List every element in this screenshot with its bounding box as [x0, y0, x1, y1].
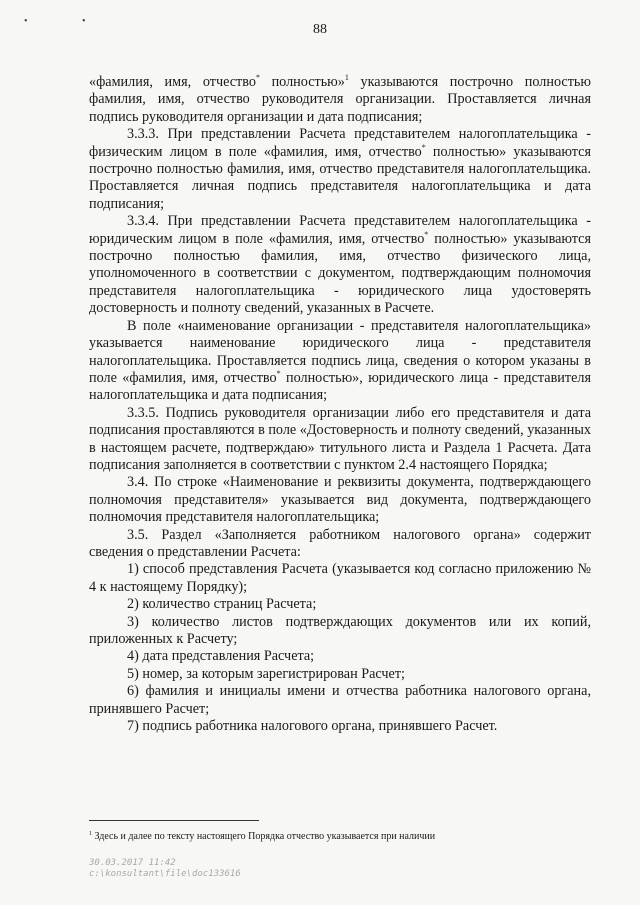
paragraph — [89, 405, 591, 475]
superscript-mark: * — [276, 368, 281, 378]
paragraph-text: 3.5. Раздел «Заполняется работником налогового органа» содержит сведения о представлении Расчета: — [89, 526, 591, 560]
superscript-mark: * — [255, 73, 260, 82]
paragraph — [89, 561, 591, 596]
paragraph-text: полностью» — [259, 74, 345, 90]
paragraph — [89, 666, 591, 683]
paragraph — [89, 318, 591, 405]
paragraph — [89, 74, 591, 126]
paragraph-text: «фамилия, имя, отчество — [89, 74, 256, 90]
paragraph-text: 6) фамилия и инициалы имени и отчества работника налогового органа, принявшего Расчет; — [89, 683, 591, 717]
paragraph-text: В поле «наименование организации - представителя налогоплательщика» указывается наименование юридического лица - представителя налогоплательщика. Проставляется подпись лица, сведения о котором указаны в поле «фамилия, имя, отчество — [89, 317, 591, 386]
superscript-mark: * — [421, 142, 426, 152]
stamp-line-2: с:\konsultant\file\doc133616 — [89, 869, 241, 879]
paragraph-text: 3.3.4. При представлении Расчета представителем налогоплательщика - юридическим лицом в поле «фамилия, имя, отчество — [89, 213, 591, 247]
paragraph-text: 5) номер, за которым зарегистрирован Расчет; — [127, 665, 405, 682]
paragraph-text: указываются построчно полностью фамилия, имя, отчество руководителя организации. Проставляется личная подпись руководителя организации и дата подписания; — [89, 74, 591, 125]
paragraph — [89, 213, 591, 317]
page-number: 88 — [313, 22, 327, 37]
body-text — [89, 74, 591, 735]
paragraph — [89, 683, 591, 718]
print-stamp — [89, 858, 241, 880]
footnote-text: Здесь и далее по тексту настоящего Порядка отчество указывается при наличии — [92, 831, 436, 842]
superscript-mark: 1 — [344, 73, 349, 82]
paragraph — [89, 474, 591, 526]
paragraph — [89, 718, 591, 735]
footnote — [89, 830, 609, 843]
paragraph-text: 3.3.3. При представлении Расчета представителем налогоплательщика - физическим лицом в поле «фамилия, имя, отчество — [89, 126, 591, 160]
superscript-mark: * — [424, 229, 429, 239]
paragraph-text: 3) количество листов подтверждающих документов или их копий, приложенных к Расчету; — [89, 613, 591, 647]
paragraph-text: 2) количество страниц Расчета; — [127, 596, 317, 613]
paragraph — [89, 596, 591, 613]
paragraph — [89, 126, 591, 213]
paragraph-text: 1) способ представления Расчета (указывается код согласно приложению № 4 к настоящему Порядку); — [89, 561, 591, 595]
stamp-line-1: 30.03.2017 11:42 — [89, 858, 176, 868]
paragraph — [89, 527, 591, 562]
paragraph-text: полностью» указываются построчно полностью фамилия, имя, отчество представителя налогоплательщика. Проставляется личная подпись представителя налогоплательщика и дата подписания; — [89, 143, 591, 212]
paragraph-text: 7) подпись работника налогового органа, принявшего Расчет. — [127, 718, 498, 735]
paragraph-text: 4) дата представления Расчета; — [127, 648, 315, 665]
paragraph — [89, 614, 591, 649]
paragraph-text: 3.4. По строке «Наименование и реквизиты документа, подтверждающего полномочия представителя» указывается вид документа, подтверждающего полномочия представителя налогоплательщика; — [89, 474, 591, 526]
paragraph-text: полностью» указываются построчно полностью фамилия, имя, отчество физического лица, уполномоченного в соответствии с документом, подтверждающим полномочия представителя налогоплательщика - юридического лица удостоверять достоверность и полноту сведений, указанных в Расчете. — [89, 230, 591, 317]
footnote-rule — [89, 820, 259, 821]
paragraph-text: 3.3.5. Подпись руководителя организации либо его представителя и дата подписания проставляются в поле «Достоверность и полноту сведений, указанных в настоящем расчете, подтверждаю» титульного листа и Раздела 1 Расчета. Дата подписания заполняется в соответствии с пунктом 2.4 настоящего Порядка; — [89, 404, 591, 473]
paragraph-text: полностью», юридического лица - представителя налогоплательщика и дата подписания; — [89, 369, 591, 404]
paragraph — [89, 648, 591, 665]
scan-specks: • • — [24, 16, 112, 27]
footnote-mark: 1 — [89, 831, 92, 837]
